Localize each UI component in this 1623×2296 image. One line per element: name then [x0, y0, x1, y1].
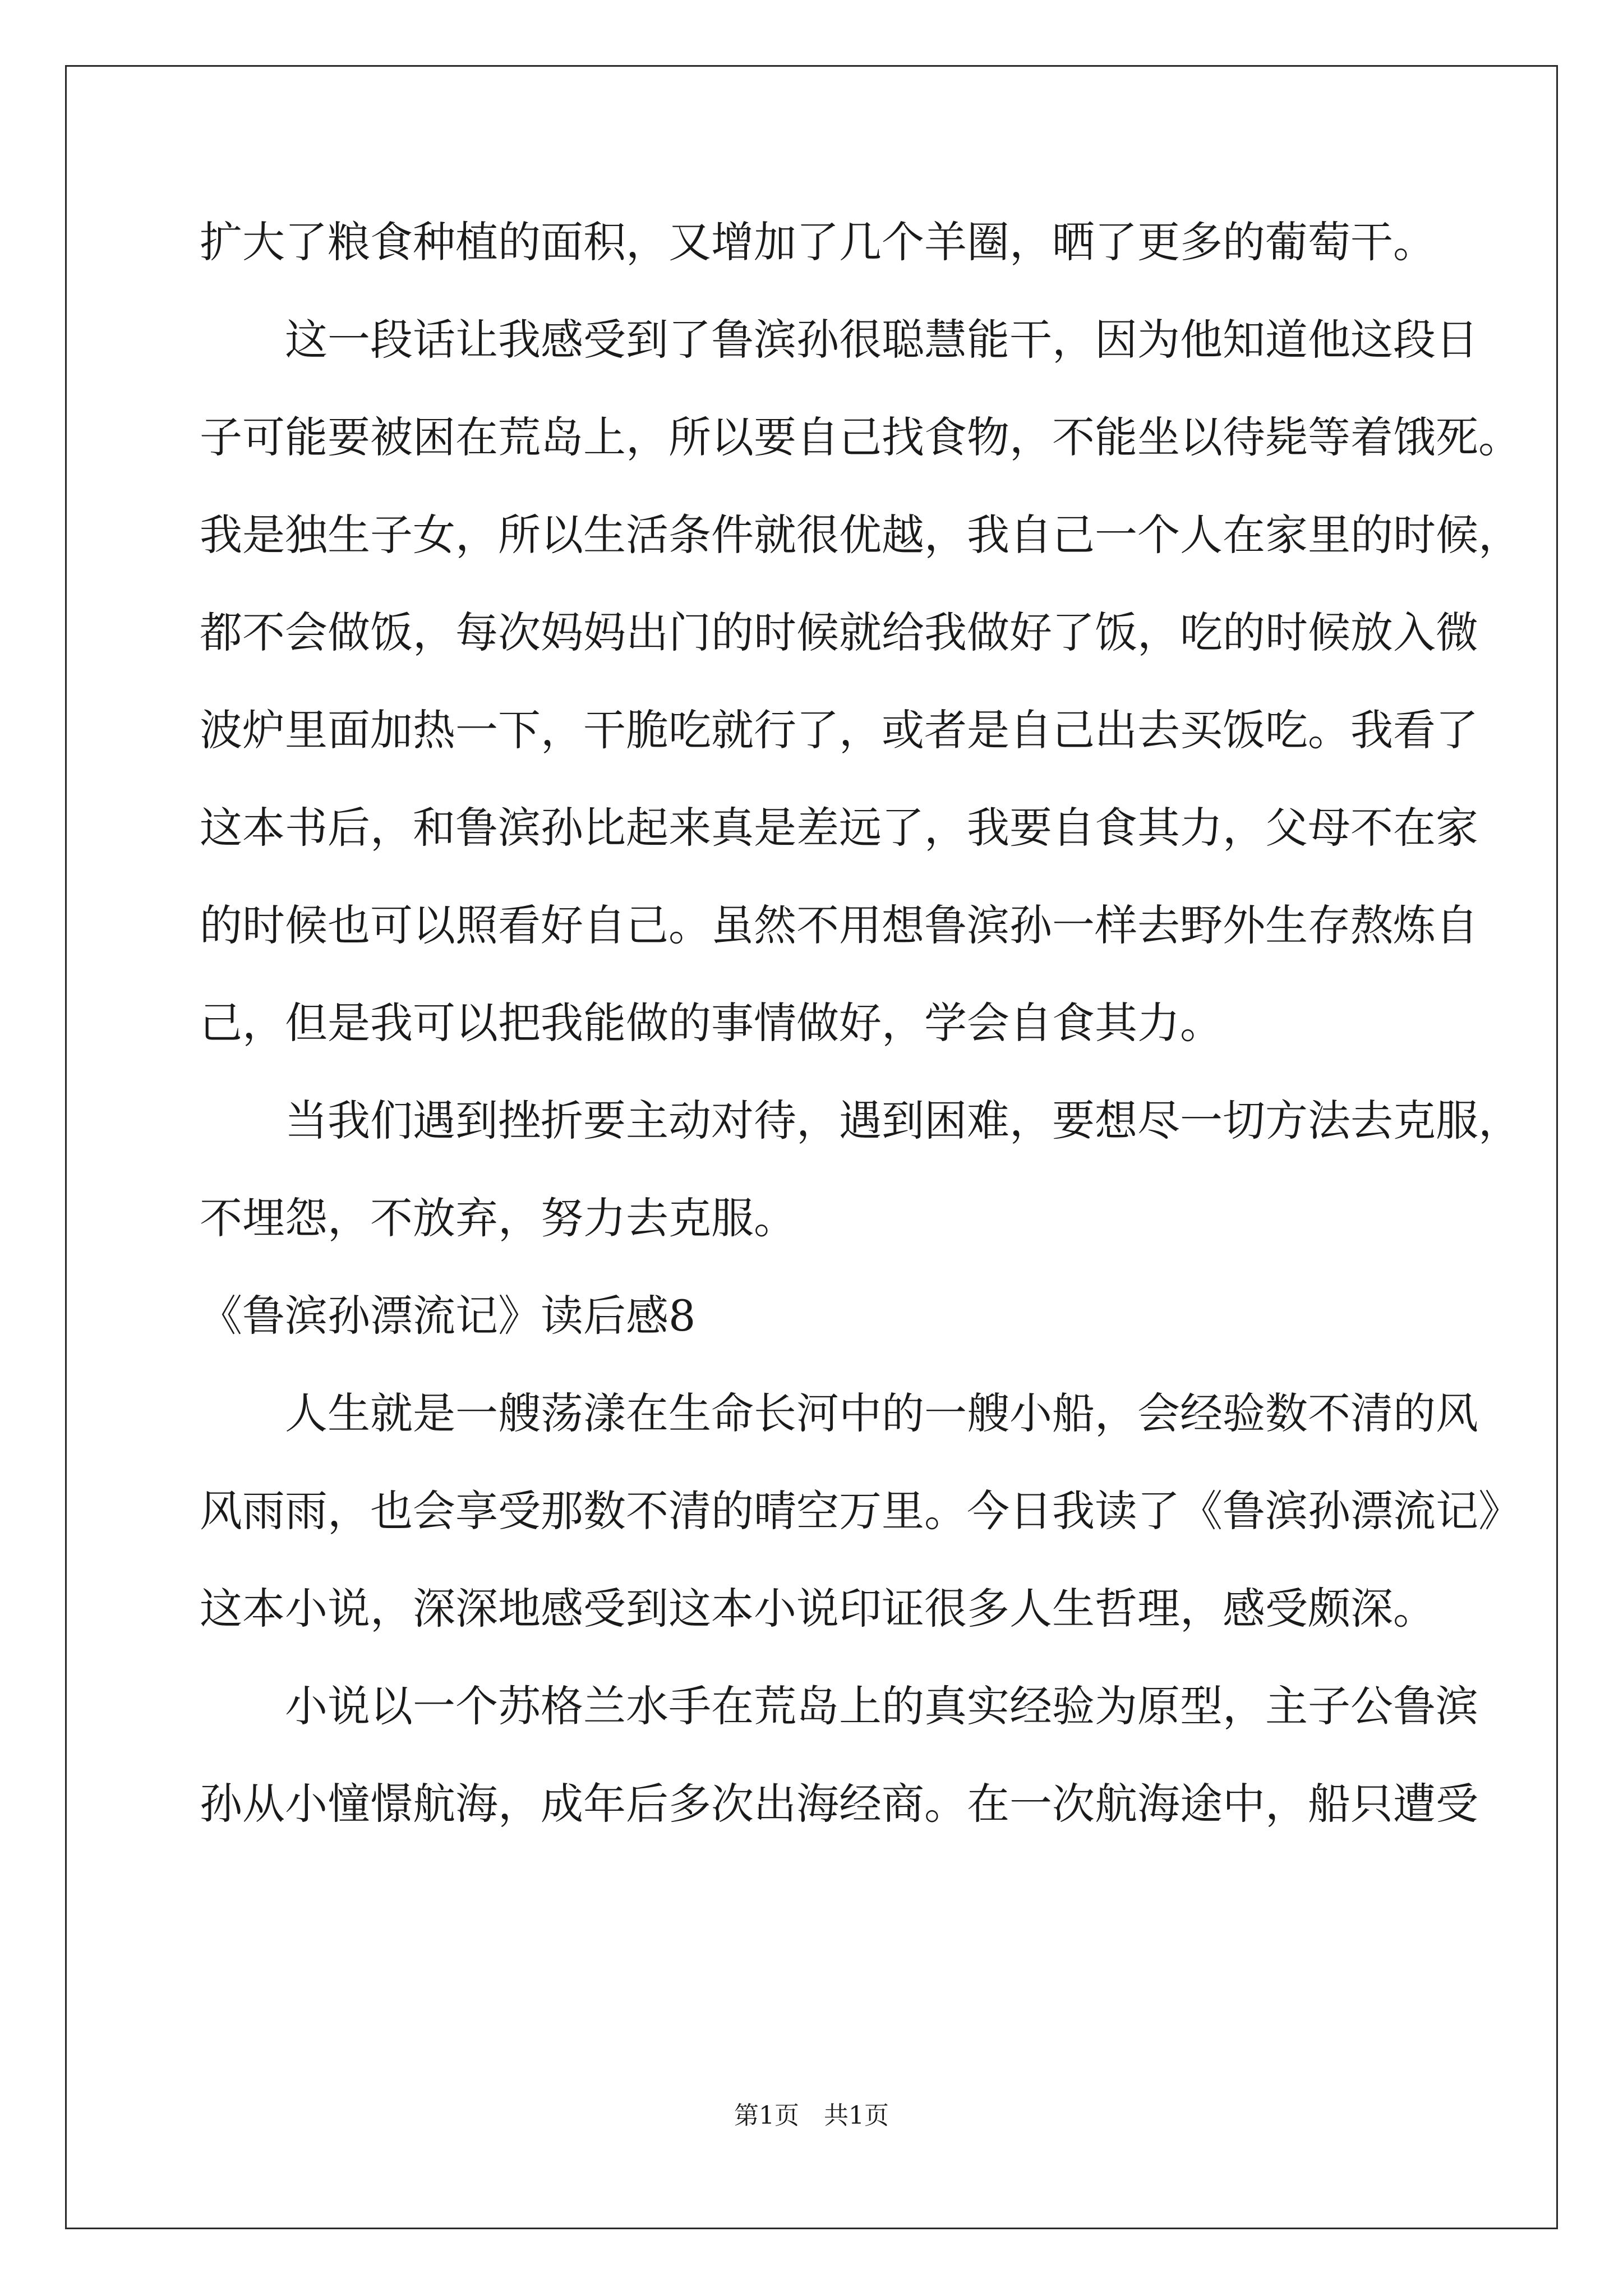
text-line: 这本书后，和鲁滨孙比起来真是差远了，我要自食其力，父母不在家 — [200, 803, 1478, 853]
text-line: 当我们遇到挫折要主动对待，遇到困难，要想尽一切方法去克服， — [285, 1096, 1521, 1145]
text-line: 孙从小憧憬航海，成年后多次出海经商。在一次航海途中，船只遭受 — [200, 1779, 1478, 1829]
text-line: 己，但是我可以把我能做的事情做好，学会自食其力。 — [200, 998, 1223, 1048]
text-line: 小说以一个苏格兰水手在荒岛上的真实经验为原型，主子公鲁滨 — [285, 1681, 1478, 1731]
text-line: 这一段话让我感受到了鲁滨孙很聪慧能干，因为他知道他这段日 — [285, 315, 1478, 365]
text-line: 子可能要被困在荒岛上，所以要自己找食物，不能坐以待毙等着饿死。 — [200, 412, 1521, 462]
text-line: 不埋怨，不放弃，努力去克服。 — [200, 1193, 796, 1243]
text-line: 扩大了粮食种植的面积，又增加了几个羊圈，晒了更多的葡萄干。 — [200, 217, 1436, 267]
page-number: 第1页 共1页 — [734, 2101, 889, 2130]
section-heading: 《鲁滨孙漂流记》读后感8 — [200, 1291, 696, 1341]
text-line: 这本小说，深深地感受到这本小说印证很多人生哲理，感受颇深。 — [200, 1584, 1436, 1634]
text-line: 人生就是一艘荡漾在生命长河中的一艘小船，会经验数不清的风 — [285, 1388, 1478, 1438]
text-line: 波炉里面加热一下，干脆吃就行了，或者是自己出去买饭吃。我看了 — [200, 705, 1478, 755]
text-line: 都不会做饭，每次妈妈出门的时候就给我做好了饭，吃的时候放入微 — [200, 608, 1478, 657]
text-line: 的时候也可以照看好自己。虽然不用想鲁滨孙一样去野外生存熬炼自 — [200, 900, 1478, 950]
text-line: 我是独生子女，所以生活条件就很优越，我自己一个人在家里的时候， — [200, 510, 1521, 560]
document-body — [200, 194, 1521, 1853]
text-line: 风雨雨，也会享受那数不清的晴空万里。今日我读了《鲁滨孙漂流记》 — [200, 1486, 1521, 1536]
